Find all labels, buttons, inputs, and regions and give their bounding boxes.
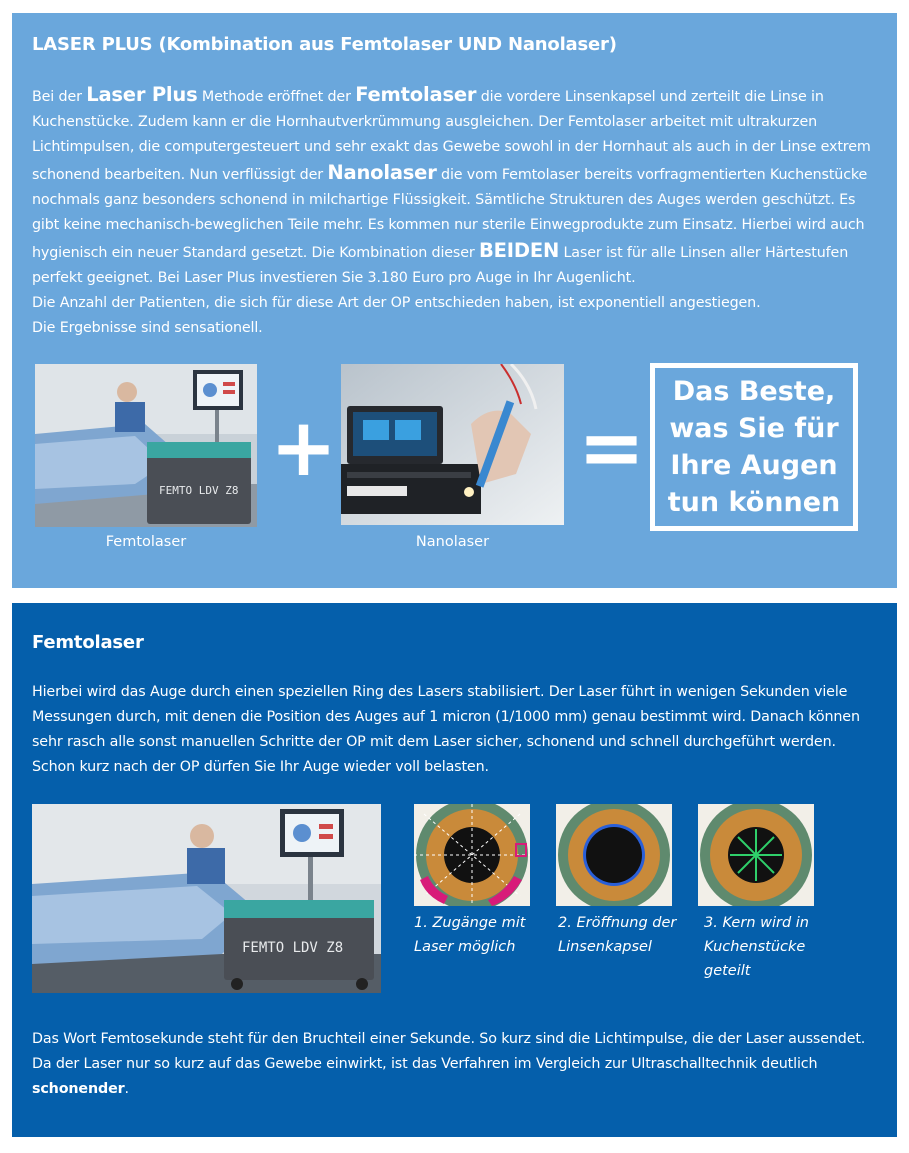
laser-plus-section xyxy=(12,13,897,588)
text-run: die vom Femtolaser bereits vorfragmentierten Kuchenstücke nochmals ganz besonders schonend in milchartige Flüssigkeit. Sämtliche Strukturen des Auges werden geschützt. Es gibt keine mechanisch-beweglichen Teile mehr. Es kommen nur sterile Einwegprodukte zum Einsatz. Hierbei wird auch hygienisch ein neuer Standard gesetzt. Die Kombination dieser xyxy=(32,167,868,261)
text-run: Methode eröffnet der xyxy=(197,89,356,105)
eye-image-nucleus xyxy=(698,804,814,906)
text-run: Die Ergebnisse sind sensationell. xyxy=(32,320,263,336)
caption-femtolaser: Femtolaser xyxy=(105,534,187,550)
text-run: Laser ist für alle Linsen aller Härtestufen perfekt geeignet. Bei Laser Plus investieren Sie 3.180 Euro pro Auge in Ihr Augenlicht. xyxy=(32,245,849,286)
caption-nanolaser: Nanolaser xyxy=(415,534,490,550)
laser-plus-emphasis: Laser Plus xyxy=(86,83,198,106)
machine-label: FEMTO LDV Z8 xyxy=(242,940,344,956)
nanolaser-photo xyxy=(341,364,564,525)
femtolaser-heading: Femtolaser xyxy=(32,632,144,653)
best-box: Das Beste, was Sie für Ihre Augen tun können xyxy=(650,363,858,531)
text-run: Bei der xyxy=(32,89,87,105)
eye-caption-3: 3. Kern wird in Kuchenstücke geteilt xyxy=(704,915,809,979)
laser-plus-heading: LASER PLUS (Kombination aus Femtolaser UND Nanolaser) xyxy=(32,34,617,55)
laser-plus-intro xyxy=(32,82,872,341)
text-run: die vordere Linsenkapsel und zerteilt die Linse in Kuchenstücke. Zudem kann er die Hornhautverkrümmung ausgleichen. Der Femtolaser arbeitet mit ultrakurzen Lichtimpulsen, die computergesteuert und sehr exakt das Gewebe sowohl in der Hornhaut als auch in der Linse extrem schonend bearbeiten. Nun verflüssigt der xyxy=(32,89,871,183)
femtolaser-photo xyxy=(35,364,257,527)
femtolaser-or-photo xyxy=(32,804,381,993)
eye-image-incisions xyxy=(414,804,530,906)
text-run: Das Wort Femtosekunde steht für den Bruchteil einer Sekunde. So kurz sind die Lichtimpulse, die der Laser aussendet. Da der Laser nur so kurz auf das Gewebe einwirkt, ist das Verfahren im Vergleich zur Ultraschalltechnik deutlich xyxy=(32,1031,866,1072)
femtolaser-section xyxy=(12,603,897,1137)
equals-sign: = xyxy=(578,401,646,494)
femtosekunde-paragraph xyxy=(32,1027,872,1102)
femtolaser-intro: Hierbei wird das Auge durch einen speziellen Ring des Lasers stabilisiert. Der Laser führt in wenigen Sekunden viele Messungen durch, mit denen die Position des Auges auf 1 micron (1/1000 mm) genau bestimmt wird. Danach können sehr rasch alle sonst manuellen Schritte der OP mit dem Laser sicher, schonend und schnell durchgeführt werden. Schon kurz nach der OP dürfen Sie Ihr Auge wieder voll belasten. xyxy=(32,684,860,775)
text-run: . xyxy=(124,1081,129,1097)
nanolaser-emphasis: Nanolaser xyxy=(327,161,437,184)
eye-caption-2: 2. Eröffnung der Linsenkapsel xyxy=(558,915,677,955)
text-run: Die Anzahl der Patienten, die sich für diese Art der OP entschieden haben, ist exponentiell angestiegen. xyxy=(32,295,761,311)
femtolaser-emphasis: Femtolaser xyxy=(355,83,477,106)
machine-label: FEMTO LDV Z8 xyxy=(159,484,239,497)
eye-image-capsule xyxy=(556,804,672,906)
plus-sign: + xyxy=(270,401,338,494)
beiden-emphasis: BEIDEN xyxy=(479,239,560,262)
schonender-emphasis: schonender xyxy=(32,1081,125,1097)
eye-caption-1: 1. Zugänge mit Laser möglich xyxy=(414,915,526,955)
